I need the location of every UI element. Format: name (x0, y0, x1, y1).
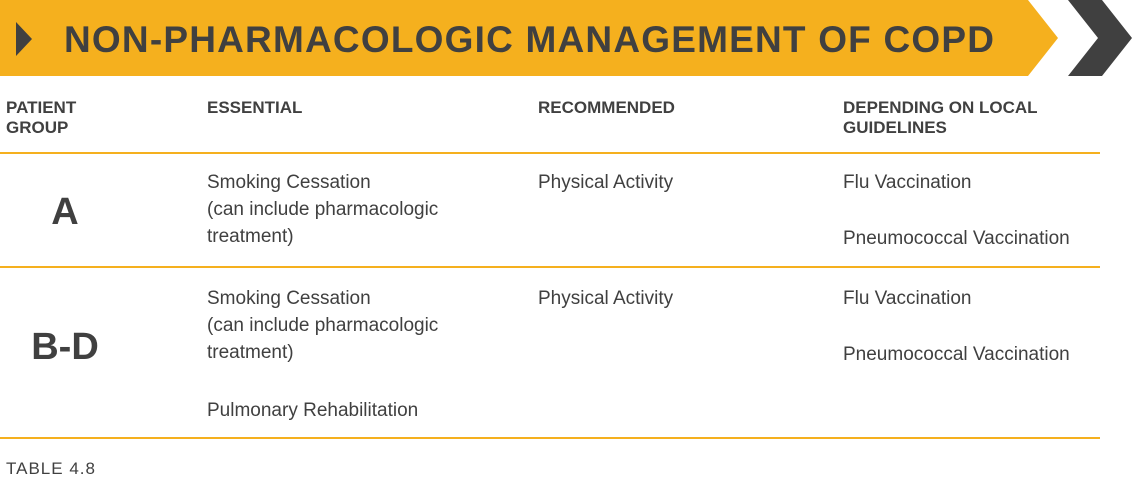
row-bd-essential-rehab: Pulmonary Rehabilitation (207, 400, 419, 421)
chevron-right-icon (1068, 0, 1132, 76)
row-a-local-flu: Flu Vaccination (843, 172, 972, 193)
row-bd-essential-line-3: treatment) (207, 342, 294, 363)
row-a-essential-line-2: (can include pharmacologic (207, 199, 439, 220)
header-essential: ESSENTIAL (207, 98, 303, 117)
title-banner (0, 0, 1136, 76)
row-bd-recommended: Physical Activity (538, 288, 674, 309)
header-recommended: RECOMMENDED (538, 98, 675, 117)
row-a-essential-line-3: treatment) (207, 226, 294, 247)
row-bd-essential-line-1: Smoking Cessation (207, 288, 371, 309)
row-bd-local-flu: Flu Vaccination (843, 288, 972, 309)
header-local-line-2: GUIDELINES (843, 118, 947, 137)
header-local-guidelines (843, 98, 1038, 138)
row-a-local-pneumococcal: Pneumococcal Vaccination (843, 228, 1070, 249)
row-a-essential (207, 169, 438, 250)
row-bd-local-pneumococcal: Pneumococcal Vaccination (843, 344, 1070, 365)
header-patient-group (6, 98, 76, 138)
table-bottom-rule (0, 437, 1100, 439)
row-bd-essential-line-2: (can include pharmacologic (207, 315, 439, 336)
patient-group-b-d: B-D (31, 326, 99, 368)
row-a-recommended: Physical Activity (538, 172, 674, 193)
header-divider (0, 152, 1100, 154)
row-a-essential-line-1: Smoking Cessation (207, 172, 371, 193)
table-caption: TABLE 4.8 (6, 459, 96, 478)
patient-group-a: A (51, 191, 79, 233)
header-patient-group-line-1: PATIENT (6, 98, 77, 117)
row-divider (0, 266, 1100, 268)
header-patient-group-line-2: GROUP (6, 118, 69, 137)
row-bd-essential (207, 285, 438, 366)
header-local-line-1: DEPENDING ON LOCAL (843, 98, 1038, 117)
page-title: NON-PHARMACOLOGIC MANAGEMENT OF COPD (64, 19, 996, 60)
